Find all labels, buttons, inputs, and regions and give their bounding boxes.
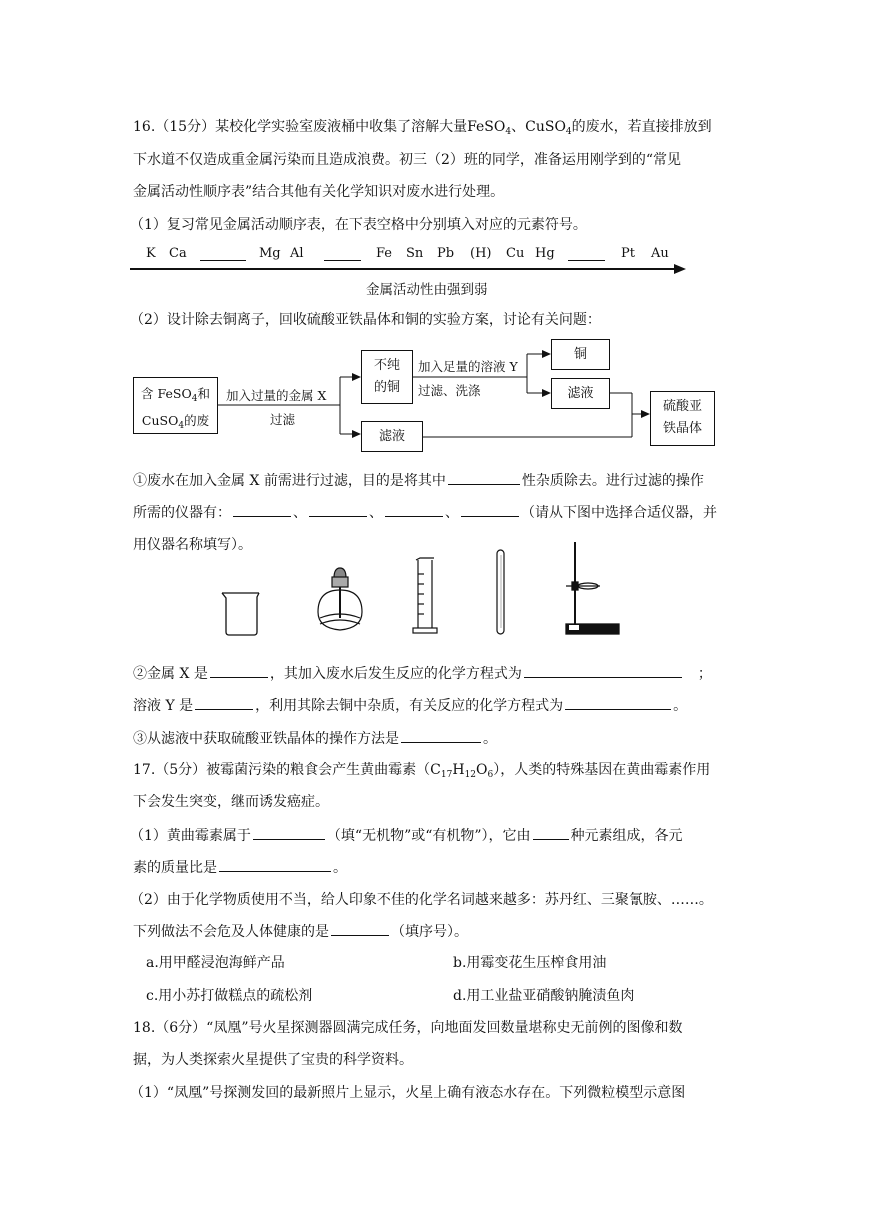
q18-s1: （1）“凤凰”号探测发回的最新照片上显示，火星上确有液态水存在。下列微粒模型示意图 <box>130 1085 686 1101</box>
q17-s1-line2: 素的质量比是 。 <box>133 857 347 878</box>
arrow-label: 金属活动性由强到弱 <box>366 282 488 298</box>
graduated-cylinder-drawing <box>413 558 437 633</box>
q18-line1: 18.（6分）“凤凰”号火星探测器圆满完成任务，向地面发回数量堪称史无前例的图像和数 <box>133 1020 683 1036</box>
q16-sub1: （1）复习常见金属活动顺序表，在下表空格中分别填入对应的元素符号。 <box>130 217 587 233</box>
blank-method[interactable] <box>401 728 481 743</box>
blank-instrument-3[interactable] <box>385 502 443 517</box>
filtrate-box-upper: 滤液 <box>551 378 610 409</box>
q17-line2: 下会发生突变，继而诱发癌症。 <box>133 794 329 810</box>
element-hg: Hg <box>535 246 555 261</box>
blank-instrument-1[interactable] <box>233 502 291 517</box>
element-pb: Pb <box>437 246 455 261</box>
q16-line2: 下水道不仅造成重金属污染而且造成浪费。初三（2）班的同学，准备运用刚学到的“常见 <box>133 152 682 168</box>
filtrate-box-lower: 滤液 <box>361 421 423 452</box>
q17-s2-line1: （2）由于化学物质使用不当，给人印象不佳的化学名词越来越多：苏丹红、三聚氰胺、……。 <box>130 892 713 908</box>
q16-line1: 16.（15分）某校化学实验室废液桶中收集了溶解大量FeSO$_4$、CuSO$_4$的废水，若直接排放到 <box>133 119 712 137</box>
q17-option-b: b.用霉变花生压榨食用油 <box>453 955 607 971</box>
product-box: 硫酸亚 铁晶体 <box>650 391 715 446</box>
element-al: Al <box>290 246 304 261</box>
iron-stand-drawing <box>566 542 619 634</box>
q17-option-a: a.用甲醛浸泡海鲜产品 <box>146 955 285 971</box>
element-cu: Cu <box>506 246 525 261</box>
blank-choice[interactable] <box>331 921 389 936</box>
alcohol-lamp-drawing <box>318 568 362 630</box>
step2-label-top: 加入足量的溶液 Y <box>418 359 518 374</box>
impure-copper-box: 不纯 的铜 <box>361 350 413 404</box>
glass-rod-drawing <box>497 550 504 634</box>
element-k: K <box>146 246 156 261</box>
blank-compound-type[interactable] <box>253 825 325 840</box>
blank-instrument-2[interactable] <box>309 502 367 517</box>
q18-line2: 据，为人类探索火星提供了宝贵的科学资料。 <box>133 1052 413 1068</box>
blank-equation-y[interactable] <box>565 695 671 710</box>
q16-c2-line1: ②金属 X 是 ，其加入废水后发生反应的化学方程式为 ； <box>133 663 712 684</box>
q17-s2-line2: 下列做法不会危及人体健康的是 （填序号）。 <box>133 921 468 942</box>
apparatus-row <box>0 540 869 640</box>
step1-label-bottom: 过滤 <box>270 412 296 427</box>
blank-solution-y[interactable] <box>195 695 253 710</box>
q17-option-d: d.用工业盐亚硝酸钠腌渍鱼肉 <box>453 988 635 1004</box>
q16-c2-line2: 溶液 Y 是 ，利用其除去铜中杂质，有关反应的化学方程式为 。 <box>133 695 687 716</box>
blank-instrument-4[interactable] <box>461 502 519 517</box>
element-au: Au <box>651 246 669 261</box>
element-h: (H) <box>470 246 492 261</box>
q16-c3: ③从滤液中获取硫酸亚铁晶体的操作方法是 。 <box>133 728 497 749</box>
flow-start-box: 含 FeSO$_4$和 CuSO$_4$的废 <box>133 377 218 434</box>
q16-c1-line3: 用仪器名称填写）。 <box>133 537 252 553</box>
blank-equation-x[interactable] <box>524 663 682 678</box>
q17-s1-line1: （1）黄曲霉素属于 （填“无机物”或“有机物”），它由 种元素组成，各元 <box>130 825 683 846</box>
q16-c1-line2: 所需的仪器有： 、 、 、 （请从下图中选择合适仪器，并 <box>133 502 717 523</box>
element-sn: Sn <box>406 246 424 261</box>
element-fe: Fe <box>376 246 393 261</box>
blank-metal-x[interactable] <box>210 663 268 678</box>
q17-line1: 17.（5分）被霉菌污染的粮食会产生黄曲霉素$(C_{17}H_{12}O_6)$，人类的特殊基因在黄曲霉素作用 <box>133 762 711 780</box>
q17-option-c: c.用小苏打做糕点的疏松剂 <box>146 988 313 1004</box>
copper-box: 铜 <box>551 339 610 370</box>
blank-mass-ratio[interactable] <box>219 857 331 872</box>
element-ca: Ca <box>169 246 187 261</box>
beaker-drawing <box>222 593 259 635</box>
blank-impurity[interactable] <box>448 470 520 485</box>
element-pt: Pt <box>621 246 635 261</box>
element-mg: Mg <box>259 246 281 261</box>
step2-label-bottom: 过滤、洗涤 <box>418 383 481 398</box>
blank-element-count[interactable] <box>533 825 569 840</box>
q16-c1-line1: ①废水在加入金属 X 前需进行过滤，目的是将其中 性杂质除去。进行过滤的操作 <box>133 470 704 491</box>
step1-label-top: 加入过量的金属 X <box>226 388 327 403</box>
q16-line3: 金属活动性顺序表”结合其他有关化学知识对废水进行处理。 <box>133 184 505 200</box>
q16-sub2: （2）设计除去铜离子，回收硫酸亚铁晶体和铜的实验方案，讨论有关问题： <box>130 312 601 328</box>
